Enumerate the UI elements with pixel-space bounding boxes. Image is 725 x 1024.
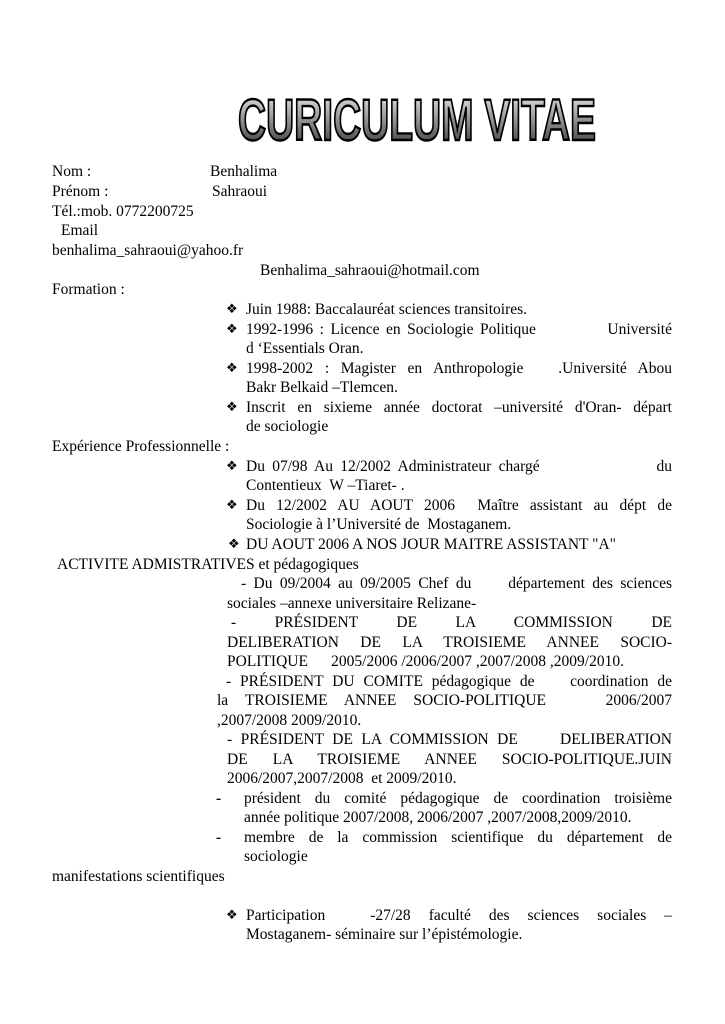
email-hotmail: Benhalima_sahraoui@hotmail.com [260,262,480,279]
formation-item-cont: de sociologie [246,418,329,435]
activite-line: la TROISIEME ANNEE SOCIO-POLITIQUE 2006/2007 [217,692,672,709]
activite-dash-item-cont: année politique 2007/2008, 2006/2007 ,2007/2008,2009/2010. [244,809,632,826]
experience-item: Du 07/98 Au 12/2002 Administrateur chargé du [246,458,672,475]
experience-heading: Expérience Professionnelle : [52,438,230,455]
manifestations-heading: manifestations scientifiques [52,868,225,885]
diamond-bullet-icon: ❖ [226,498,238,513]
cv-title-text: CURICULUM VITAE [238,88,596,153]
activite-line: POLITIQUE 2005/2006 /2006/2007 ,2007/2008 ,2009/2010. [227,653,624,670]
prenom-label: Prénom : [52,183,109,200]
phone: Tél.:mob. 0772200725 [52,203,194,220]
diamond-bullet-icon: ❖ [226,400,238,415]
experience-item-cont: Contentieux W –Tiaret- . [246,477,405,494]
formation-item: 1992-1996 : Licence en Sociologie Politique Université [246,321,672,338]
diamond-bullet-icon: ❖ [228,537,240,552]
diamond-bullet-icon: ❖ [226,322,238,337]
activite-dash-item: président du comité pédagogique de coordination troisième [244,790,672,807]
nom-value: Benhalima [210,163,278,180]
activites-heading: ACTIVITE ADMISTRATIVES et pédagogiques [57,556,359,573]
dash-bullet-icon: - [216,829,222,846]
diamond-bullet-icon: ❖ [226,302,238,317]
formation-item-cont: d ‘Essentials Oran. [246,340,364,357]
activite-line: - PRÉSIDENT DE LA COMMISSION DE DELIBERATION [227,731,672,748]
experience-item: Du 12/2002 AU AOUT 2006 Maître assistant au dépt de [246,497,672,514]
activite-line: sociales –annexe universitaire Relizane- [227,595,477,612]
diamond-bullet-icon: ❖ [226,361,238,376]
activite-line: - PRÉSIDENT DE LA COMMISSION DE [231,614,672,631]
activite-line: DE LA TROISIEME ANNEE SOCIO-POLITIQUE.JUIN [227,751,672,768]
prenom-value: Sahraoui [212,183,268,200]
activite-line: DELIBERATION DE LA TROISIEME ANNEE SOCIO- [227,634,672,651]
formation-item-cont: Bakr Belkaid –Tlemcen. [246,379,398,396]
formation-item: Juin 1988: Baccalauréat sciences transitoires. [246,301,528,318]
email-yahoo: benhalima_sahraoui@yahoo.fr [52,242,244,259]
activite-dash-item: membre de la commission scientifique du département de [244,829,672,846]
formation-heading: Formation : [52,281,125,298]
manifestation-item-cont: Mostaganem- séminaire sur l’épistémologie. [246,926,523,943]
manifestation-item: Participation -27/28 faculté des sciences sociales – [246,907,672,924]
activite-dash-item-cont: sociologie [244,848,308,865]
cv-title [232,78,602,153]
diamond-bullet-icon: ❖ [226,459,238,474]
activite-line: ,2007/2008 2009/2010. [217,712,362,729]
activite-line: 2006/2007,2007/2008 et 2009/2010. [227,770,457,787]
formation-item: Inscrit en sixieme année doctorat –université d'Oran- départ [246,399,672,416]
experience-item: DU AOUT 2006 A NOS JOUR MAITRE ASSISTANT "A" [246,536,616,553]
email-label: Email [61,222,99,239]
activite-line: - Du 09/2004 au 09/2005 Chef du département des sciences [241,575,672,592]
activite-line: - PRÉSIDENT DU COMITE pédagogique de coordination de [226,673,672,690]
dash-bullet-icon: - [216,790,222,807]
experience-item-cont: Sociologie à l’Université de Mostaganem. [246,516,512,533]
formation-item: 1998-2002 : Magister en Anthropologie .Université Abou [246,360,672,377]
diamond-bullet-icon: ❖ [226,908,238,923]
nom-label: Nom : [52,163,92,180]
